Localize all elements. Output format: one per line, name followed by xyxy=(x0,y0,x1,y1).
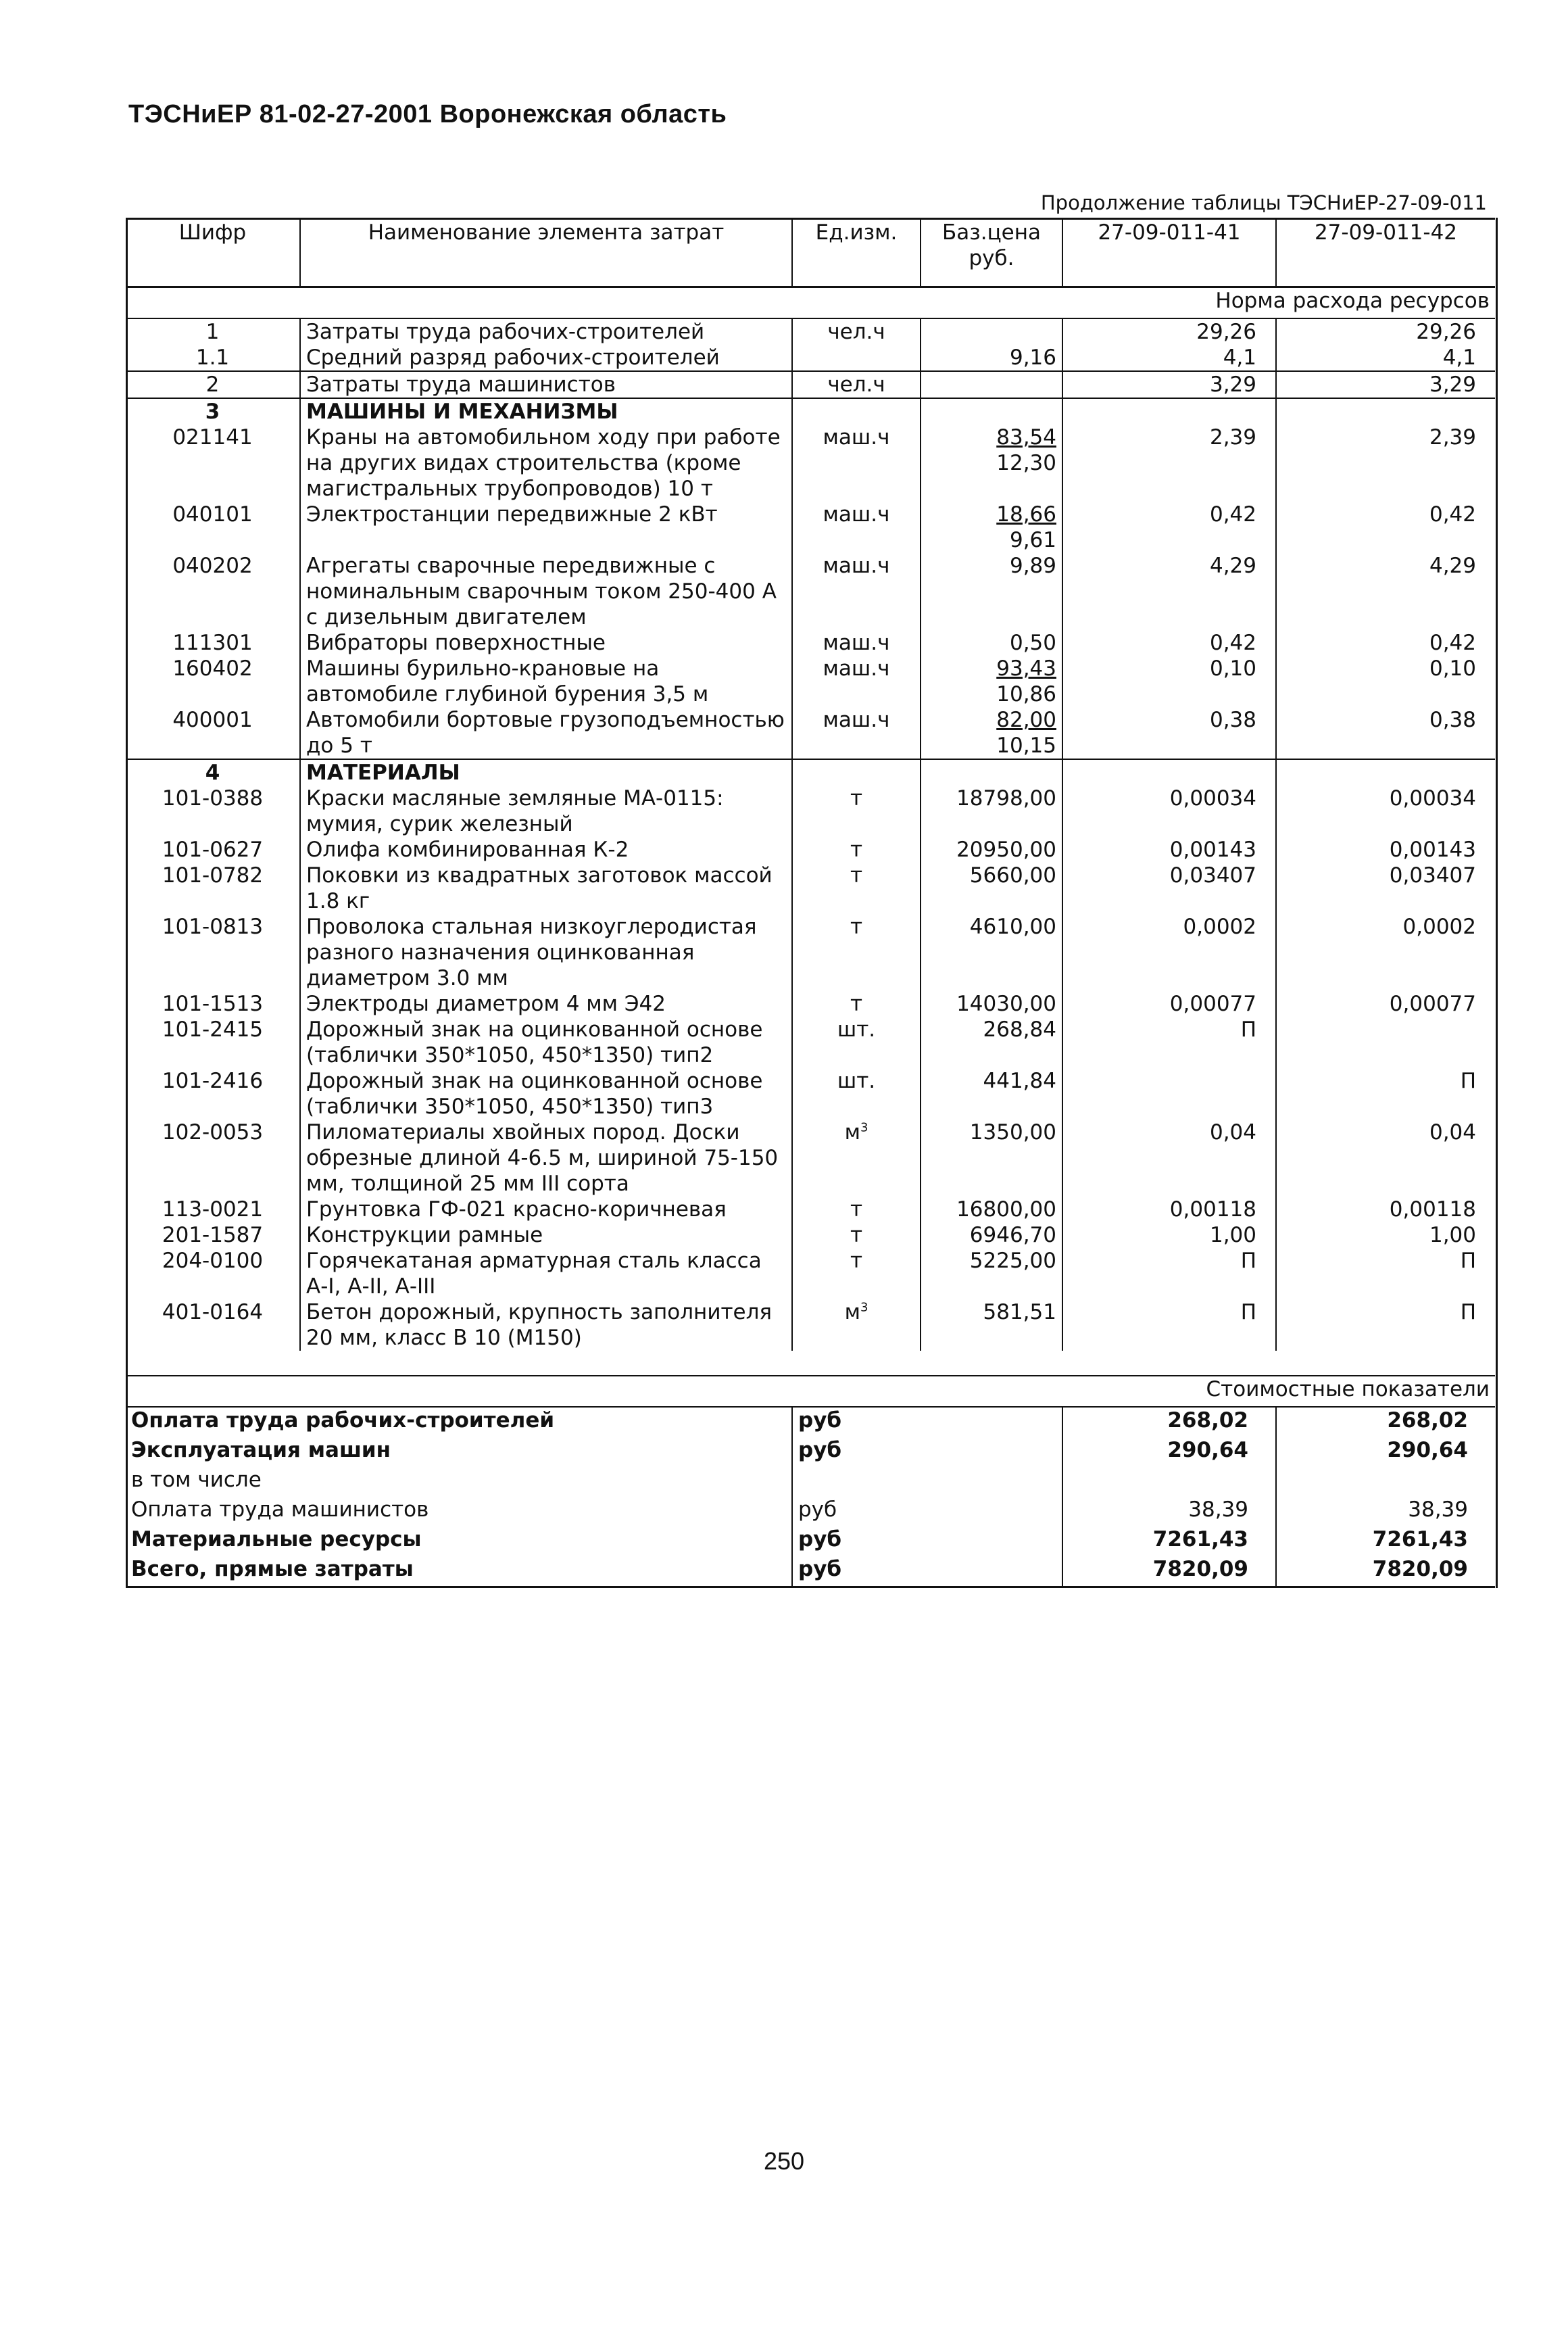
row-value-42: 0,42 xyxy=(1429,502,1476,527)
section-row xyxy=(126,759,1495,786)
row-price xyxy=(921,1120,1062,1197)
price-main: 16800,00 xyxy=(956,1197,1056,1222)
price-value xyxy=(956,991,1056,1017)
row-value-41: 0,00118 xyxy=(1062,1197,1276,1222)
unit-text: м xyxy=(844,1120,860,1145)
spacer-cell xyxy=(921,1351,1062,1376)
row-value-41: 0,38 xyxy=(1062,707,1276,759)
row-value-41: 0,00143 xyxy=(1062,837,1276,863)
unit-text: т xyxy=(850,1223,863,1247)
unit-text: т xyxy=(850,915,863,939)
unit-text: т xyxy=(850,992,863,1016)
row-value-41: 1,00 xyxy=(1062,1222,1276,1248)
row-code: 3 xyxy=(126,398,300,425)
total-unit: руб xyxy=(792,1556,1062,1587)
table-row xyxy=(126,1068,1495,1120)
row-unit xyxy=(792,398,921,425)
total-row xyxy=(126,1556,1495,1587)
price-value xyxy=(983,1017,1056,1042)
price-value xyxy=(996,707,1056,759)
row-unit xyxy=(792,914,921,991)
column-header-name: Наименование элемента затрат xyxy=(300,219,792,287)
total-unit xyxy=(792,1467,1062,1497)
row-unit xyxy=(792,1120,921,1197)
row-unit xyxy=(792,425,921,502)
row-name: Горячекатаная арматурная сталь класса А-I, А-II, А-III xyxy=(300,1248,792,1299)
row-unit xyxy=(792,837,921,863)
row-value-41: 0,42 xyxy=(1062,502,1276,553)
row-value-41: 0,00034 xyxy=(1062,786,1276,837)
row-name: Агрегаты сварочные передвижные с номинальным сварочным током 250-400 А с дизельным двигателем xyxy=(300,553,792,630)
row-price xyxy=(921,914,1062,991)
price-value xyxy=(970,863,1056,888)
row-price xyxy=(921,1197,1062,1222)
row-value-42: 0,38 xyxy=(1276,707,1495,759)
row-price xyxy=(921,1068,1062,1120)
spacer-cell xyxy=(126,1351,300,1376)
norm-caption-row xyxy=(126,287,1495,319)
row-name: Поковки из квадратных заготовок массой 1.8 кг xyxy=(300,863,792,914)
row-value-42 xyxy=(1276,759,1495,786)
row-value-41: 4,29 xyxy=(1062,553,1276,630)
row-value-42: 3,29 xyxy=(1276,371,1495,398)
table-row xyxy=(126,1197,1495,1222)
row-value-41: 0,42 xyxy=(1062,630,1276,656)
row-code: 160402 xyxy=(126,656,300,707)
price-main: 18798,00 xyxy=(956,786,1056,811)
spacer-cell xyxy=(1062,1351,1276,1376)
table-row xyxy=(126,345,1495,371)
unit-text: маш.ч xyxy=(823,554,890,578)
price-value xyxy=(956,786,1056,811)
row-value-41 xyxy=(1062,398,1276,425)
total-value-42: 7261,43 xyxy=(1372,1527,1468,1552)
price-value xyxy=(1010,630,1056,656)
document-title: ТЭСНиЕР 81-02-27-2001 Воронежская область xyxy=(128,100,727,128)
row-price xyxy=(921,863,1062,914)
total-unit: руб xyxy=(792,1437,1062,1467)
row-name: Вибраторы поверхностные xyxy=(300,630,792,656)
row-price xyxy=(921,1299,1062,1351)
price-main: 4610,00 xyxy=(969,915,1056,939)
row-code: 400001 xyxy=(126,707,300,759)
row-unit xyxy=(792,991,921,1017)
row-unit xyxy=(792,630,921,656)
row-name: Дорожный знак на оцинкованной основе (таблички 350*1050, 450*1350) тип3 xyxy=(300,1068,792,1120)
row-code: 4 xyxy=(126,759,300,786)
row-code: 040101 xyxy=(126,502,300,553)
price-main: 0,50 xyxy=(1009,631,1056,655)
price-main: 83,54 xyxy=(996,425,1056,450)
spacer-cell xyxy=(792,1351,921,1376)
price-main: 9,16 xyxy=(1009,345,1056,370)
total-row xyxy=(126,1527,1495,1556)
row-unit xyxy=(792,1197,921,1222)
column-header-price: Баз.цена руб. xyxy=(921,219,1062,287)
section-title: МАТЕРИАЛЫ xyxy=(300,759,792,786)
row-value-41 xyxy=(1062,1068,1276,1120)
unit-text: шт. xyxy=(837,1017,876,1042)
row-code: 021141 xyxy=(126,425,300,502)
row-value-42: П xyxy=(1460,1249,1476,1273)
price-value xyxy=(996,656,1056,707)
row-price xyxy=(921,656,1062,707)
price-main: 5225,00 xyxy=(969,1249,1056,1273)
total-value-41: 38,39 xyxy=(1062,1497,1276,1527)
table-row xyxy=(126,318,1495,345)
row-name: Электростанции передвижные 2 кВт xyxy=(300,502,792,553)
row-code: 101-1513 xyxy=(126,991,300,1017)
price-value xyxy=(970,1222,1056,1248)
price-main: 20950,00 xyxy=(956,838,1056,862)
row-unit xyxy=(792,786,921,837)
row-code: 2 xyxy=(126,371,300,398)
row-price xyxy=(921,630,1062,656)
row-value-42: 0,00118 xyxy=(1389,1197,1476,1222)
row-unit xyxy=(792,1248,921,1299)
table-row xyxy=(126,863,1495,914)
row-price xyxy=(921,1248,1062,1299)
row-code: 111301 xyxy=(126,630,300,656)
row-code: 101-2415 xyxy=(126,1017,300,1068)
row-value-41 xyxy=(1062,759,1276,786)
price-machinist-wage: 10,86 xyxy=(996,682,1056,706)
column-header-code: Шифр xyxy=(126,219,300,287)
row-name: Краски масляные земляные МА-0115: мумия, сурик железный xyxy=(300,786,792,837)
row-value-42: 0,03407 xyxy=(1389,863,1476,888)
row-price xyxy=(921,345,1062,371)
row-price xyxy=(921,318,1062,345)
row-value-41: 2,39 xyxy=(1062,425,1276,502)
total-unit: руб xyxy=(792,1527,1062,1556)
unit-text: чел.ч xyxy=(827,373,885,397)
row-value-42: 4,29 xyxy=(1429,554,1476,578)
unit-text: т xyxy=(850,838,863,862)
unit-text: т xyxy=(850,1249,863,1273)
row-value-42 xyxy=(1276,398,1495,425)
total-value-42 xyxy=(1276,1467,1495,1497)
total-unit: руб xyxy=(792,1497,1062,1527)
row-unit xyxy=(792,502,921,553)
row-code: 102-0053 xyxy=(126,1120,300,1197)
row-name: Автомобили бортовые грузоподъемностью до 5 т xyxy=(300,707,792,759)
price-value xyxy=(970,1120,1056,1145)
row-value-42: 0,00077 xyxy=(1389,992,1476,1016)
total-label: Оплата труда машинистов xyxy=(126,1497,792,1527)
row-value-41: П xyxy=(1062,1017,1276,1068)
price-value xyxy=(956,837,1056,863)
unit-superscript: 3 xyxy=(860,1120,868,1135)
row-name: Олифа комбинированная К-2 xyxy=(300,837,792,863)
row-value-41: 0,10 xyxy=(1062,656,1276,707)
row-code: 040202 xyxy=(126,553,300,630)
total-value-41 xyxy=(1062,1467,1276,1497)
total-value-41: 290,64 xyxy=(1062,1437,1276,1467)
row-price xyxy=(921,1017,1062,1068)
row-price xyxy=(921,1222,1062,1248)
price-main: 268,84 xyxy=(983,1017,1056,1042)
row-value-41: 0,03407 xyxy=(1062,863,1276,914)
price-value xyxy=(996,502,1056,553)
row-unit xyxy=(792,371,921,398)
norm-caption: Норма расхода ресурсов xyxy=(126,287,1495,319)
row-value-42: 0,00034 xyxy=(1389,786,1476,811)
price-main: 581,51 xyxy=(983,1300,1056,1324)
row-unit xyxy=(792,345,921,371)
unit-text: маш.ч xyxy=(823,708,890,732)
price-value xyxy=(983,1068,1056,1094)
unit-text: т xyxy=(850,863,863,888)
unit-text: маш.ч xyxy=(823,425,890,450)
table-continuation-caption: Продолжение таблицы ТЭСНиЕР-27-09-011 xyxy=(1040,191,1487,214)
price-main: 9,89 xyxy=(1009,554,1056,578)
row-value-41: 29,26 xyxy=(1062,318,1276,345)
row-code: 401-0164 xyxy=(126,1299,300,1351)
row-value-41: 3,29 xyxy=(1062,371,1276,398)
total-label: Материальные ресурсы xyxy=(126,1527,792,1556)
spacer-cell xyxy=(300,1351,792,1376)
row-price xyxy=(921,553,1062,630)
total-unit: руб xyxy=(792,1407,1062,1437)
table-row xyxy=(126,425,1495,502)
table-row xyxy=(126,1248,1495,1299)
price-main: 5660,00 xyxy=(969,863,1056,888)
table-row xyxy=(126,1120,1495,1197)
row-code: 101-0627 xyxy=(126,837,300,863)
row-value-42: 1,00 xyxy=(1429,1223,1476,1247)
total-row xyxy=(126,1497,1495,1527)
row-price xyxy=(921,398,1062,425)
table-row xyxy=(126,914,1495,991)
table-row xyxy=(126,656,1495,707)
row-code: 1.1 xyxy=(126,345,300,371)
unit-text: маш.ч xyxy=(823,502,890,527)
row-unit xyxy=(792,1068,921,1120)
total-label: Эксплуатация машин xyxy=(126,1437,792,1467)
row-unit xyxy=(792,707,921,759)
price-machinist-wage: 12,30 xyxy=(996,451,1056,475)
column-header-42: 27-09-011-42 xyxy=(1276,219,1495,287)
row-value-42: П xyxy=(1460,1069,1476,1093)
row-name: Средний разряд рабочих-строителей xyxy=(300,345,792,371)
row-price xyxy=(921,786,1062,837)
resource-norms-table xyxy=(126,218,1495,1588)
price-main: 6946,70 xyxy=(969,1223,1056,1247)
price-main: 18,66 xyxy=(996,502,1056,527)
total-row xyxy=(126,1407,1495,1437)
spacer-cell xyxy=(1276,1351,1495,1376)
row-name: Бетон дорожный, крупность заполнителя 20 мм, класс В 10 (М150) xyxy=(300,1299,792,1351)
cost-caption: Стоимостные показатели xyxy=(126,1376,1495,1407)
column-header-41: 27-09-011-41 xyxy=(1062,219,1276,287)
row-price xyxy=(921,425,1062,502)
unit-superscript: 3 xyxy=(860,1300,868,1315)
price-main: 82,00 xyxy=(996,708,1056,732)
row-unit xyxy=(792,553,921,630)
spacer-row xyxy=(126,1351,1495,1376)
cost-caption-row xyxy=(126,1376,1495,1407)
row-value-41: 0,04 xyxy=(1062,1120,1276,1197)
row-name: Пиломатериалы хвойных пород. Доски обрезные длиной 4-6.5 м, шириной 75-150 мм, толщиной 25 мм III сорта xyxy=(300,1120,792,1197)
row-name: Электроды диаметром 4 мм Э42 xyxy=(300,991,792,1017)
unit-text: м xyxy=(844,1300,860,1324)
table-row xyxy=(126,707,1495,759)
row-name: Краны на автомобильном ходу при работе на других видах строительства (кроме магистральных трубопроводов) 10 т xyxy=(300,425,792,502)
unit-text: чел.ч xyxy=(827,320,885,344)
row-price xyxy=(921,502,1062,553)
price-machinist-wage: 10,15 xyxy=(996,734,1056,758)
row-value-41: 4,1 xyxy=(1062,345,1276,371)
row-price xyxy=(921,707,1062,759)
row-unit xyxy=(792,318,921,345)
row-price xyxy=(921,371,1062,398)
price-value xyxy=(970,1248,1056,1274)
table-row xyxy=(126,1222,1495,1248)
row-value-41: П xyxy=(1062,1248,1276,1299)
price-value xyxy=(970,914,1056,940)
row-name: Машины бурильно-крановые на автомобиле глубиной бурения 3,5 м xyxy=(300,656,792,707)
row-price xyxy=(921,991,1062,1017)
price-value xyxy=(956,1197,1056,1222)
price-main: 441,84 xyxy=(983,1069,1056,1093)
table-header-row xyxy=(126,219,1495,287)
section-row xyxy=(126,398,1495,425)
row-price xyxy=(921,759,1062,786)
price-value xyxy=(1010,345,1056,370)
row-value-42: 2,39 xyxy=(1429,425,1476,450)
total-value-41: 7261,43 xyxy=(1062,1527,1276,1556)
price-main: 14030,00 xyxy=(956,992,1056,1016)
unit-text: маш.ч xyxy=(823,656,890,681)
row-code: 101-0388 xyxy=(126,786,300,837)
row-value-42: 4,1 xyxy=(1276,345,1495,371)
total-label: Всего, прямые затраты xyxy=(126,1556,792,1587)
row-unit xyxy=(792,1017,921,1068)
row-price xyxy=(921,837,1062,863)
table-row xyxy=(126,553,1495,630)
total-value-41: 7820,09 xyxy=(1062,1556,1276,1587)
price-value xyxy=(1010,553,1056,579)
row-unit xyxy=(792,1222,921,1248)
row-code: 201-1587 xyxy=(126,1222,300,1248)
row-value-42: 0,10 xyxy=(1429,656,1476,681)
unit-text: маш.ч xyxy=(823,631,890,655)
row-value-42: П xyxy=(1460,1300,1476,1324)
total-value-41: 268,02 xyxy=(1062,1407,1276,1437)
price-main: 1350,00 xyxy=(969,1120,1056,1145)
row-name: Дорожный знак на оцинкованной основе (таблички 350*1050, 450*1350) тип2 xyxy=(300,1017,792,1068)
unit-text: т xyxy=(850,786,863,811)
row-code: 1 xyxy=(126,318,300,345)
price-machinist-wage: 9,61 xyxy=(1009,528,1056,552)
row-unit xyxy=(792,656,921,707)
row-value-42: 0,42 xyxy=(1429,631,1476,655)
row-value-41: 0,00077 xyxy=(1062,991,1276,1017)
row-code: 101-2416 xyxy=(126,1068,300,1120)
row-name: Затраты труда машинистов xyxy=(300,371,792,398)
total-value-42: 290,64 xyxy=(1387,1438,1468,1462)
row-code: 204-0100 xyxy=(126,1248,300,1299)
row-value-42: 0,04 xyxy=(1429,1120,1476,1145)
table-row xyxy=(126,1017,1495,1068)
row-name: Проволока стальная низкоуглеродистая разного назначения оцинкованная диаметром 3.0 мм xyxy=(300,914,792,991)
table-row xyxy=(126,371,1495,398)
section-title: МАШИНЫ И МЕХАНИЗМЫ xyxy=(300,398,792,425)
price-value xyxy=(983,1299,1056,1325)
table-row xyxy=(126,630,1495,656)
total-value-42: 7820,09 xyxy=(1276,1556,1495,1587)
row-name: Грунтовка ГФ-021 красно-коричневая xyxy=(300,1197,792,1222)
table-row xyxy=(126,1299,1495,1351)
row-value-41: П xyxy=(1062,1299,1276,1351)
row-code: 101-0782 xyxy=(126,863,300,914)
total-value-42: 38,39 xyxy=(1408,1497,1468,1522)
page-number: 250 xyxy=(763,2147,805,2175)
total-label: в том числе xyxy=(126,1467,792,1497)
total-row xyxy=(126,1437,1495,1467)
row-value-41: 0,0002 xyxy=(1062,914,1276,991)
table-row xyxy=(126,991,1495,1017)
total-label: Оплата труда рабочих-строителей xyxy=(126,1407,792,1437)
row-unit xyxy=(792,863,921,914)
unit-text: т xyxy=(850,1197,863,1222)
row-code: 101-0813 xyxy=(126,914,300,991)
row-unit xyxy=(792,759,921,786)
row-unit xyxy=(792,1299,921,1351)
unit-text: шт. xyxy=(837,1069,876,1093)
price-value xyxy=(996,425,1056,476)
row-name: Затраты труда рабочих-строителей xyxy=(300,318,792,345)
row-code: 113-0021 xyxy=(126,1197,300,1222)
table-row xyxy=(126,786,1495,837)
row-value-42: 0,00143 xyxy=(1389,838,1476,862)
total-row xyxy=(126,1467,1495,1497)
table-row xyxy=(126,502,1495,553)
row-value-42: 29,26 xyxy=(1416,320,1476,344)
row-name: Конструкции рамные xyxy=(300,1222,792,1248)
price-main: 93,43 xyxy=(996,656,1056,681)
column-header-unit: Ед.изм. xyxy=(792,219,921,287)
row-value-42 xyxy=(1276,1017,1495,1068)
total-value-42: 268,02 xyxy=(1387,1408,1468,1433)
table-row xyxy=(126,837,1495,863)
row-value-42: 0,0002 xyxy=(1402,915,1476,939)
